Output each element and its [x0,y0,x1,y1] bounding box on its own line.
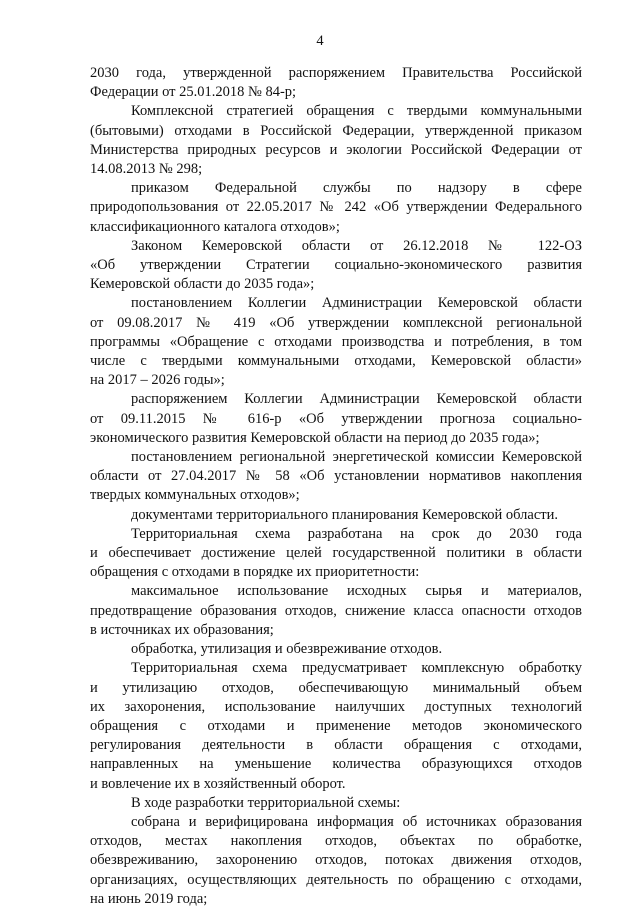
paragraph-line: Кемеровской области до 2035 года»; [90,276,315,293]
paragraph-line: документами территориального планирования Кемеровской области. [131,506,558,523]
paragraph-line: от 09.08.2017 № 419 «Об утверждении комплексной региональной [90,314,582,331]
page-number: 4 [316,33,324,49]
paragraph-line: В ходе разработки территориальной схемы: [131,794,401,811]
paragraph-line: организациях, осуществляющих деятельность по обращению с отходами, [90,871,582,888]
paragraph-line: обработка, утилизация и обезвреживание отходов. [131,641,443,658]
paragraph-line: обращения с отходами и применение методов экономического [90,717,582,734]
paragraph-line: программы «Обращение с отходами производства и потребления, в том [90,333,582,350]
paragraph-line: распоряжением Коллегии Администрации Кемеровской области [131,391,582,408]
paragraph-line: обращения с отходами в порядке их приоритетности: [90,564,420,581]
paragraph-line: направленных на уменьшение количества образующихся отходов [90,756,582,773]
paragraph-line: на июнь 2019 года; [90,890,208,907]
paragraph-line: регулирования деятельности в области обращения с отходами, [90,737,582,754]
paragraph-line: Министерства природных ресурсов и экологии Российской Федерации от [90,141,582,158]
document-body [90,64,582,909]
paragraph-line: и вовлечение их в хозяйственный оборот. [90,775,346,792]
paragraph-line: экономического развития Кемеровской области на период до 2035 года»; [90,429,540,446]
paragraph-line: числе с твердыми коммунальными отходами, Кемеровской области» [90,353,582,370]
paragraph-line: Федерации от 25.01.2018 № 84-р; [90,84,297,101]
paragraph-line: в источниках их образования; [90,621,274,638]
paragraph-line: приказом Федеральной службы по надзору в сфере [131,180,582,197]
paragraph-line: 14.08.2013 № 298; [90,161,203,178]
paragraph-line: (бытовыми) отходами в Российской Федерации, утвержденной приказом [90,122,582,139]
paragraph-line: отходов, местах накопления отходов, объектах по обработке, [90,833,582,850]
paragraph-line: предотвращение образования отходов, снижение класса опасности отходов [90,602,582,619]
paragraph-line: постановлением региональной энергетической комиссии Кемеровской [131,449,582,466]
paragraph-line: «Об утверждении Стратегии социально-экономического развития [90,257,582,274]
paragraph-line: и утилизацию отходов, обеспечивающую минимальный объем [90,679,582,696]
paragraph-line: и обеспечивает достижение целей государственной политики в области [90,545,582,562]
paragraph-line: твердых коммунальных отходов»; [90,487,300,504]
paragraph-line: Законом Кемеровской области от 26.12.2018 № 122-ОЗ [131,237,582,254]
paragraph-line: 2030 года, утвержденной распоряжением Правительства Российской [90,65,582,81]
paragraph-line: области от 27.04.2017 № 58 «Об установлении нормативов накопления [90,468,582,485]
paragraph-line: Комплексной стратегией обращения с твердыми коммунальными [131,103,582,120]
paragraph-line: постановлением Коллегии Администрации Кемеровской области [131,295,582,312]
paragraph-line: обезвреживанию, захоронению отходов, потоках движения отходов, [90,852,582,869]
paragraph-line: Территориальная схема предусматривает комплексную обработку [131,660,582,677]
paragraph-line: их захоронения, использование наилучших доступных технологий [90,698,582,715]
paragraph-line: на 2017 – 2026 годы»; [90,372,225,389]
paragraph-line: природопользования от 22.05.2017 № 242 «Об утверждении Федерального [90,199,582,216]
paragraph-line: максимальное использование исходных сырья и материалов, [131,583,582,600]
paragraph-line: классификационного каталога отходов»; [90,218,340,235]
paragraph-line: от 09.11.2015 № 616-р «Об утверждении прогноза социально- [90,410,582,427]
paragraph-line: собрана и верифицирована информация об источниках образования [131,813,582,830]
paragraph-line: Территориальная схема разработана на срок до 2030 года [131,525,582,542]
